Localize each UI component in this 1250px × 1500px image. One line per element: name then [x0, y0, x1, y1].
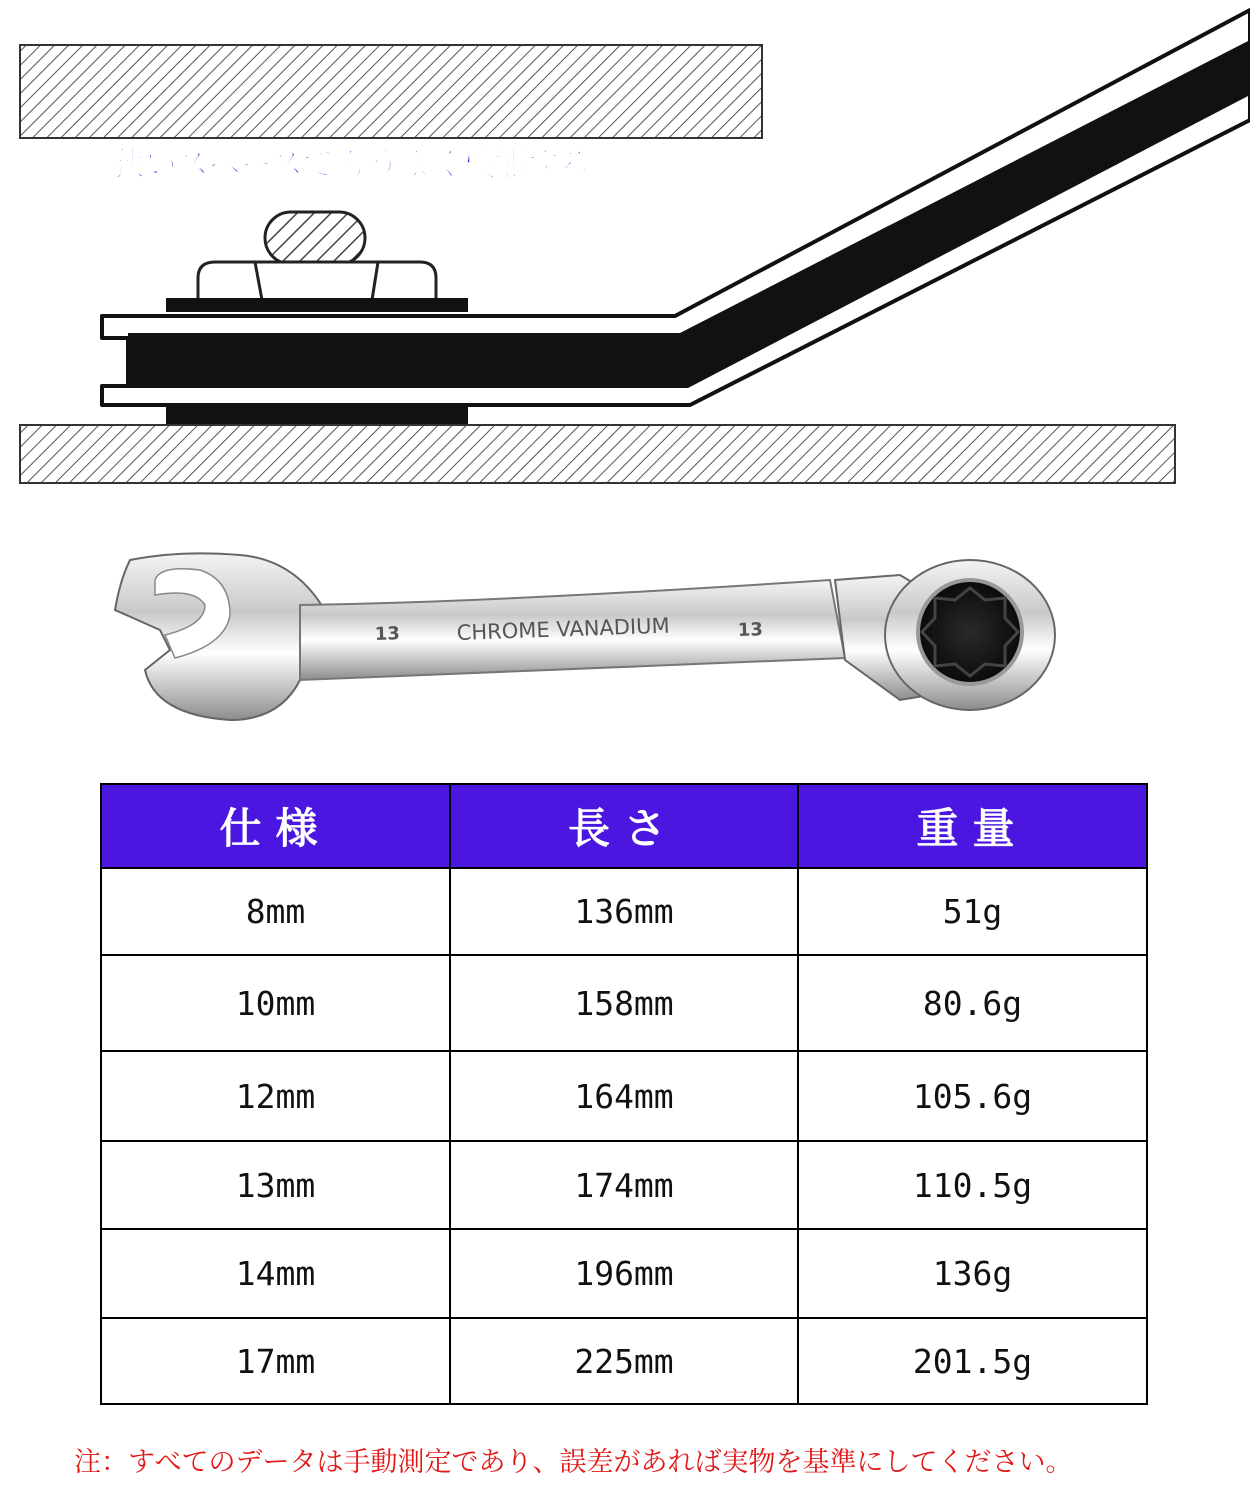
cell-weight: 110.5g	[798, 1141, 1147, 1229]
top-plate	[20, 45, 762, 138]
table-row	[101, 1051, 1147, 1141]
cell-length: 136mm	[450, 868, 798, 955]
table-row	[101, 1229, 1147, 1318]
cell-weight: 51g	[798, 868, 1147, 955]
spec-table	[100, 783, 1148, 1405]
cell-length: 174mm	[450, 1141, 798, 1229]
header-weight: 重量	[798, 784, 1147, 868]
caption-text: 狭いスペースでもうまく機能する。	[112, 144, 623, 183]
wrench-size-mark-right: 13	[737, 619, 764, 641]
cell-spec: 17mm	[101, 1318, 450, 1404]
cell-weight: 105.6g	[798, 1051, 1147, 1141]
cell-length: 158mm	[450, 955, 798, 1051]
cell-weight: 80.6g	[798, 955, 1147, 1051]
measurement-note: 注：すべてのデータは手動測定であり、誤差があれば実物を基準にしてください。	[74, 1447, 1073, 1478]
table-row	[101, 868, 1147, 955]
wrench-size-mark-left: 13	[374, 623, 401, 645]
wrench-engraving: CHROME VANADIUM	[456, 613, 670, 645]
cell-spec: 10mm	[101, 955, 450, 1051]
cell-length: 225mm	[450, 1318, 798, 1404]
cell-length: 196mm	[450, 1229, 798, 1318]
cell-length: 164mm	[450, 1051, 798, 1141]
cell-spec: 14mm	[101, 1229, 450, 1318]
header-length: 長さ	[450, 784, 798, 868]
table-header-row	[101, 784, 1147, 868]
wrench-image	[100, 540, 1060, 740]
cell-spec: 13mm	[101, 1141, 450, 1229]
cell-weight: 201.5g	[798, 1318, 1147, 1404]
cell-spec: 8mm	[101, 868, 450, 955]
table-row	[101, 1318, 1147, 1404]
bottom-plate	[20, 425, 1175, 483]
narrow-space-diagram	[0, 0, 1250, 520]
cell-spec: 12mm	[101, 1051, 450, 1141]
table-row	[101, 955, 1147, 1051]
table-row	[101, 1141, 1147, 1229]
header-spec: 仕様	[101, 784, 450, 868]
cell-weight: 136g	[798, 1229, 1147, 1318]
